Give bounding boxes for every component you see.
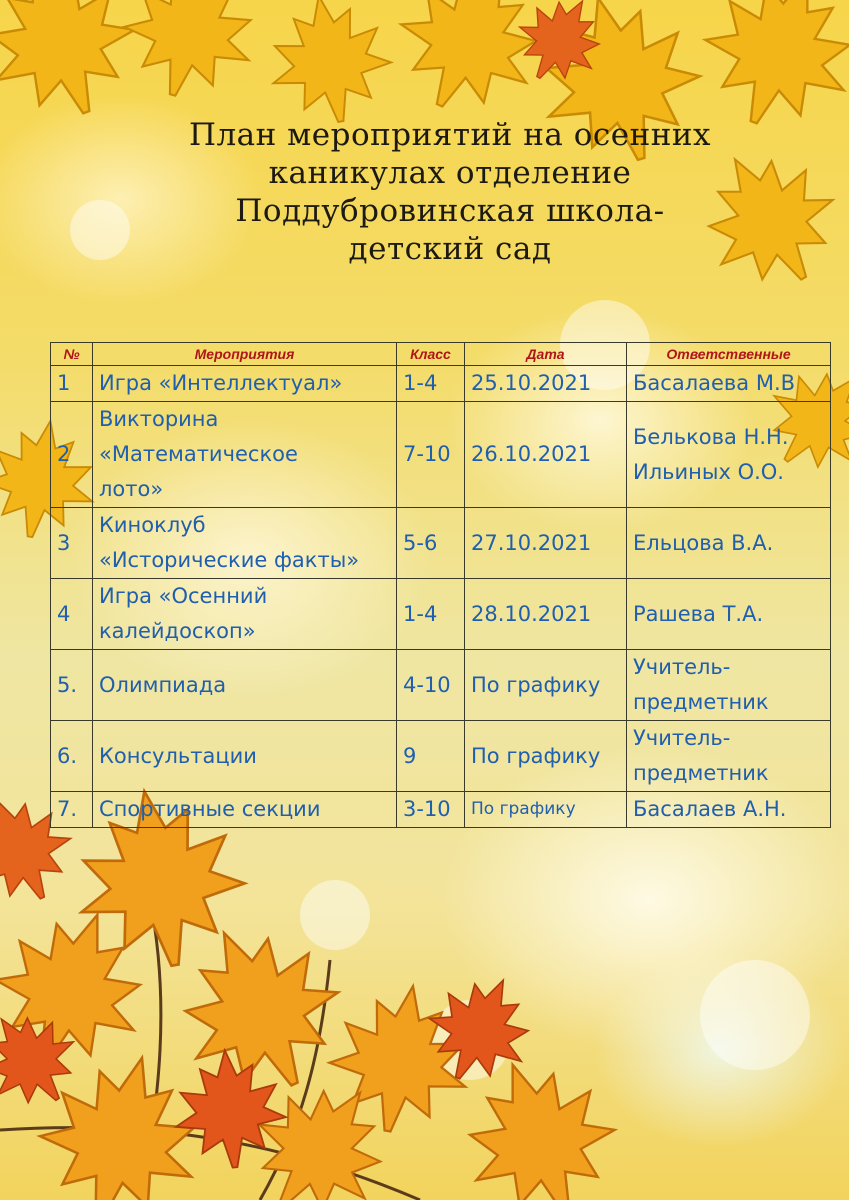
row-event [93,721,397,792]
table-header-row [51,343,831,366]
row-grade: 7-10 [397,402,465,508]
row-date: 25.10.2021 [465,366,627,402]
title-line: каникулах отделение [268,155,632,191]
header-date: Дата [465,343,627,366]
table-row [51,579,831,650]
row-responsible [627,792,831,828]
row-grade: 1-4 [397,579,465,650]
responsible-line: Рашева Т.А. [633,601,764,626]
title-line: Поддубровинская школа- [235,193,665,229]
responsible-line: Белькова Н.Н. [633,424,789,449]
page-title [100,116,800,268]
row-date: 27.10.2021 [465,508,627,579]
row-event [93,402,397,508]
row-responsible [627,579,831,650]
responsible-line: предметник [633,761,769,785]
table-row [51,402,831,508]
responsible-line: Учитель- [633,655,731,679]
responsible-line: Ельцова В.А. [633,530,774,555]
title-line: План мероприятий на осенних [188,117,712,153]
header-grade: Класс [397,343,465,366]
row-date: 26.10.2021 [465,402,627,508]
event-line: Викторина [99,407,219,431]
row-grade: 3-10 [397,792,465,828]
table-row [51,650,831,721]
row-event [93,792,397,828]
row-responsible [627,650,831,721]
row-num: 3 [51,508,93,579]
row-responsible [627,721,831,792]
row-num: 1 [51,366,93,402]
table-row [51,366,831,402]
header-responsible: Ответственные [627,343,831,366]
row-num: 2 [51,402,93,508]
row-event [93,366,397,402]
event-line: Киноклуб [99,513,206,537]
event-line: Спортивные секции [99,797,321,821]
event-line: «Математическое [99,442,298,466]
title-line: детский сад [348,231,552,267]
row-responsible [627,508,831,579]
row-responsible [627,366,831,402]
event-line: Консультации [99,743,257,768]
event-line: Игра «Осенний [99,584,268,608]
row-num: 7. [51,792,93,828]
responsible-line: Басалаев А.Н. [633,797,787,821]
responsible-line: предметник [633,690,769,714]
table-row [51,508,831,579]
row-date: По графику [465,650,627,721]
responsible-line: Учитель- [633,726,731,750]
row-grade: 4-10 [397,650,465,721]
table-row [51,792,831,828]
event-line: калейдоскоп» [99,619,256,643]
row-num: 6. [51,721,93,792]
header-num: № [51,343,93,366]
event-line: Олимпиада [99,672,227,697]
row-event [93,508,397,579]
responsible-line: Басалаева М.В [633,371,796,395]
header-event: Мероприятия [93,343,397,366]
row-num: 4 [51,579,93,650]
event-line: лото» [99,477,164,501]
row-date: По графику [465,721,627,792]
row-grade: 1-4 [397,366,465,402]
row-grade: 5-6 [397,508,465,579]
row-date: 28.10.2021 [465,579,627,650]
responsible-line: Ильиных О.О. [633,459,784,484]
row-event [93,650,397,721]
row-num: 5. [51,650,93,721]
row-date: По графику [465,792,627,828]
row-event [93,579,397,650]
event-line: Игра «Интеллектуал» [99,371,343,395]
events-table [50,342,831,828]
event-line: «Исторические факты» [99,548,360,572]
row-responsible [627,402,831,508]
row-grade: 9 [397,721,465,792]
table-row [51,721,831,792]
